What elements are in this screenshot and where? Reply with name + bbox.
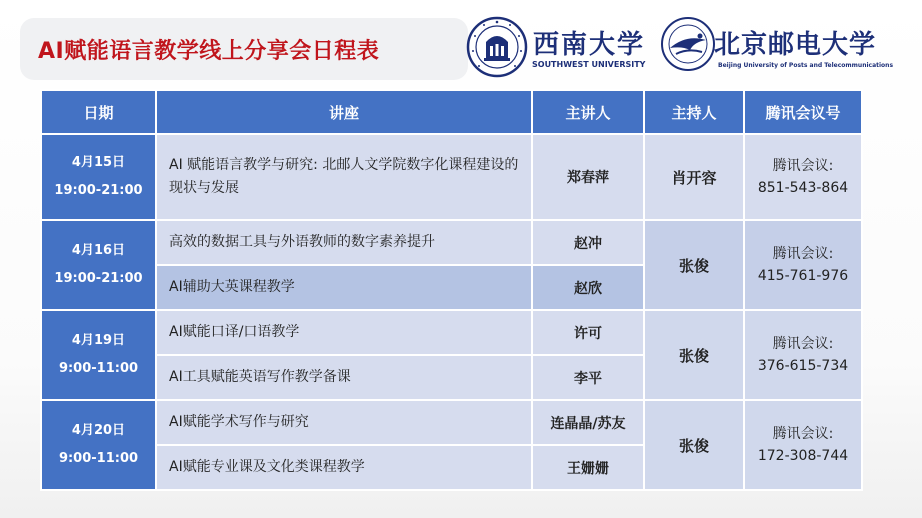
session-time: 19:00-21:00 — [54, 271, 143, 286]
lecture-topic: AI赋能学术写作与研究 — [156, 400, 532, 445]
host-name: 张俊 — [644, 220, 744, 310]
table-row — [41, 220, 862, 265]
bupt-logo-text: 北京邮电大学 — [714, 30, 877, 60]
date-cell — [41, 310, 156, 400]
bupt-emblem-icon — [660, 16, 716, 72]
session-date: 4月16日 — [71, 243, 126, 258]
lecture-topic: AI工具赋能英语写作教学备课 — [156, 355, 532, 400]
date-cell — [41, 134, 156, 220]
speaker-name: 赵冲 — [532, 220, 644, 265]
session-time: 19:00-21:00 — [54, 183, 143, 198]
lecture-topic: AI 赋能语言教学与研究: 北邮人文学院数字化课程建设的现状与发展 — [156, 134, 532, 220]
southwest-university-emblem-icon — [462, 16, 532, 78]
page-title: AI赋能语言教学线上分享会日程表 — [38, 39, 380, 64]
header-meeting-id: 腾讯会议号 — [744, 90, 862, 134]
speaker-name: 李平 — [532, 355, 644, 400]
meeting-label: 腾讯会议: — [772, 336, 834, 352]
speaker-name: 赵欣 — [532, 265, 644, 310]
lecture-topic: AI赋能专业课及文化类课程教学 — [156, 445, 532, 490]
date-cell — [41, 400, 156, 490]
speaker-name: 郑春萍 — [532, 134, 644, 220]
meeting-id[interactable]: 415-761-976 — [757, 268, 849, 284]
header-speaker: 主讲人 — [532, 90, 644, 134]
lecture-topic: 高效的数据工具与外语教师的数字素养提升 — [156, 220, 532, 265]
table-row — [41, 134, 862, 220]
speaker-name: 许可 — [532, 310, 644, 355]
meeting-cell — [744, 310, 862, 400]
meeting-cell — [744, 134, 862, 220]
speaker-name: 连晶晶/苏友 — [532, 400, 644, 445]
session-date: 4月20日 — [71, 423, 126, 438]
lecture-topic: AI辅助大英课程教学 — [156, 265, 532, 310]
swu-logo-text: 西南大学 — [533, 30, 646, 60]
header-host: 主持人 — [644, 90, 744, 134]
header-lecture: 讲座 — [156, 90, 532, 134]
meeting-id[interactable]: 376-615-734 — [757, 358, 849, 374]
speaker-name: 王姗姗 — [532, 445, 644, 490]
table-row — [41, 310, 862, 355]
swu-logo-english: SOUTHWEST UNIVERSITY — [532, 60, 646, 69]
session-time: 9:00-11:00 — [58, 451, 139, 466]
lecture-topic: AI赋能口译/口语教学 — [156, 310, 532, 355]
host-name: 张俊 — [644, 310, 744, 400]
session-date: 4月15日 — [71, 155, 126, 170]
session-date: 4月19日 — [71, 333, 126, 348]
table-row — [41, 400, 862, 445]
table-header-row — [41, 90, 862, 134]
meeting-label: 腾讯会议: — [772, 246, 834, 262]
meeting-cell — [744, 400, 862, 490]
header-date: 日期 — [41, 90, 156, 134]
schedule-table — [40, 89, 863, 491]
host-name: 肖开容 — [644, 134, 744, 220]
date-cell — [41, 220, 156, 310]
session-time: 9:00-11:00 — [58, 361, 139, 376]
meeting-id[interactable]: 851-543-864 — [757, 180, 849, 196]
bupt-logo-english: Beijing University of Posts and Telecommunications — [718, 62, 894, 69]
meeting-cell — [744, 220, 862, 310]
meeting-label: 腾讯会议: — [772, 426, 834, 442]
meeting-id[interactable]: 172-308-744 — [757, 448, 849, 464]
host-name: 张俊 — [644, 400, 744, 490]
meeting-label: 腾讯会议: — [772, 158, 834, 174]
